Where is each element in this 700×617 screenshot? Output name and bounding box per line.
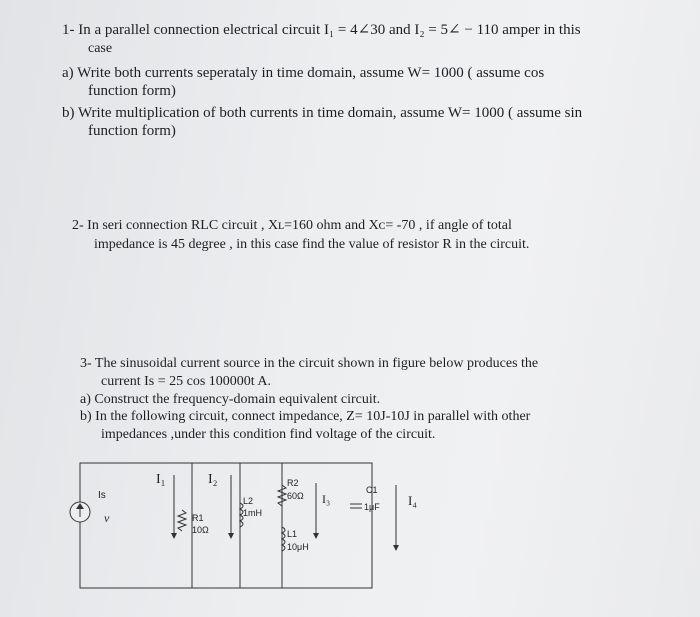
c1-name: C1 [366, 485, 378, 495]
l2-value: 1mH [243, 508, 263, 518]
source-voltage-label: v [104, 511, 110, 525]
i1-arrow-head [171, 533, 177, 539]
circuit-diagram [60, 455, 480, 605]
circuit-wire-frame [80, 463, 372, 588]
q3b-line1: b) In the following circuit, connect impedance, Z= 10J-10J in parallel with other [80, 409, 531, 424]
r1-resistor-icon [178, 510, 186, 531]
q3a-line: a) Construct the frequency-domain equivalent circuit. [80, 392, 381, 407]
r2-value: 60Ω [287, 491, 304, 501]
q1b-line2: function form) [88, 123, 176, 139]
i2-label: I₂ [208, 472, 218, 487]
q3-line1: 3- The sinusoidal current source in the circuit shown in figure below produces the [80, 356, 539, 371]
source-label: Is [98, 490, 106, 501]
q2-line1: 2- In seri connection RLC circuit , Xʟ=160 ohm and Xᴄ= -70 , if angle of total [72, 218, 512, 233]
i4-label: I₄ [408, 493, 417, 508]
q1a-line2: function form) [88, 83, 176, 99]
l1-value: 10μH [287, 542, 309, 552]
q1-line2: case [88, 41, 113, 56]
q3-line2: current Is = 25 cos 100000t A. [101, 374, 272, 389]
q3b-line2: impedances ,under this condition find voltage of the circuit. [101, 427, 436, 442]
i3-label: I₃ [322, 492, 331, 506]
i2-arrow-head [228, 533, 234, 539]
r1-name: R1 [192, 513, 204, 523]
c1-value: 1μF [364, 502, 380, 512]
r1-value: 10Ω [192, 525, 209, 535]
q1a-line1: a) Write both currents seperataly in time domain, assume W= 1000 ( assume cos [62, 65, 545, 81]
i4-arrow-head [393, 545, 399, 551]
q1-line1: 1- In a parallel connection electrical circuit I₁ = 4∠30 and I₂ = 5∠ − 110 amper in this [62, 22, 581, 38]
l2-name: L2 [243, 496, 254, 506]
q1b-line1: b) Write multiplication of both currents in time domain, assume W= 1000 ( assume sin [62, 105, 583, 121]
i1-label: I₁ [156, 472, 166, 487]
l1-name: L1 [287, 529, 298, 539]
r2-name: R2 [287, 478, 299, 488]
i3-arrow-head [313, 533, 319, 539]
q2-line2: impedance is 45 degree , in this case find the value of resistor R in the circuit. [94, 237, 530, 252]
